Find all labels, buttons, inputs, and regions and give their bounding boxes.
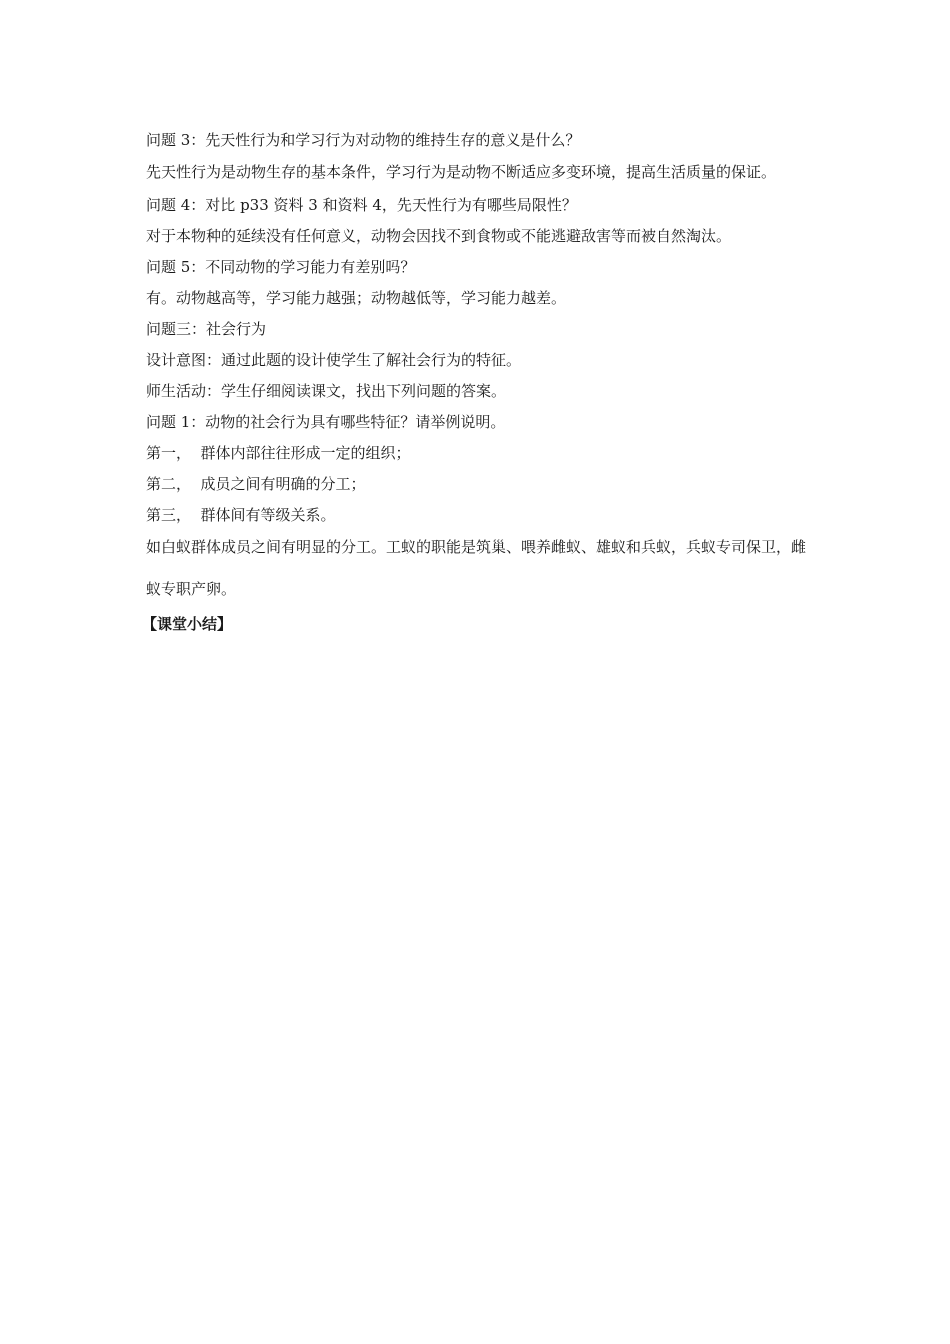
termite-example: 如白蚁群体成员之间有明显的分工。工蚁的职能是筑巢、喂养雌蚁、雄蚁和兵蚁，兵蚁专司保卫，雌蚁专职产卵。 [146,538,807,598]
feature-1: 第一， 群体内部往往形成一定的组织； [146,444,411,462]
question-1: 问题 1：动物的社会行为具有哪些特征？请举例说明。 [146,413,506,431]
answer-5: 有。动物越高等，学习能力越强；动物越低等，学习能力越差。 [146,289,567,307]
feature-2: 第二， 成员之间有明确的分工； [146,475,366,493]
section-social-behavior: 问题三：社会行为 [146,320,267,338]
document-page [142,125,816,640]
summary-heading: 【课堂小结】 [142,615,233,633]
answer-4: 对于本物种的延续没有任何意义，动物会因找不到食物或不能逃避敌害等而被自然淘汰。 [146,227,732,245]
feature-3: 第三， 群体间有等级关系。 [146,506,336,524]
design-intent: 设计意图：通过此题的设计使学生了解社会行为的特征。 [146,351,522,369]
question-5: 问题 5：不同动物的学习能力有差别吗？ [146,258,416,276]
teacher-student-activity: 师生活动：学生仔细阅读课文，找出下列问题的答案。 [146,382,507,400]
answer-3: 先天性行为是动物生存的基本条件，学习行为是动物不断适应多变环境，提高生活质量的保证。 [146,163,777,181]
question-3: 问题 3：先天性行为和学习行为对动物的维持生存的意义是什么？ [146,131,581,149]
question-4: 问题 4：对比 p33 资料 3 和资料 4，先天性行为有哪些局限性？ [146,196,577,214]
